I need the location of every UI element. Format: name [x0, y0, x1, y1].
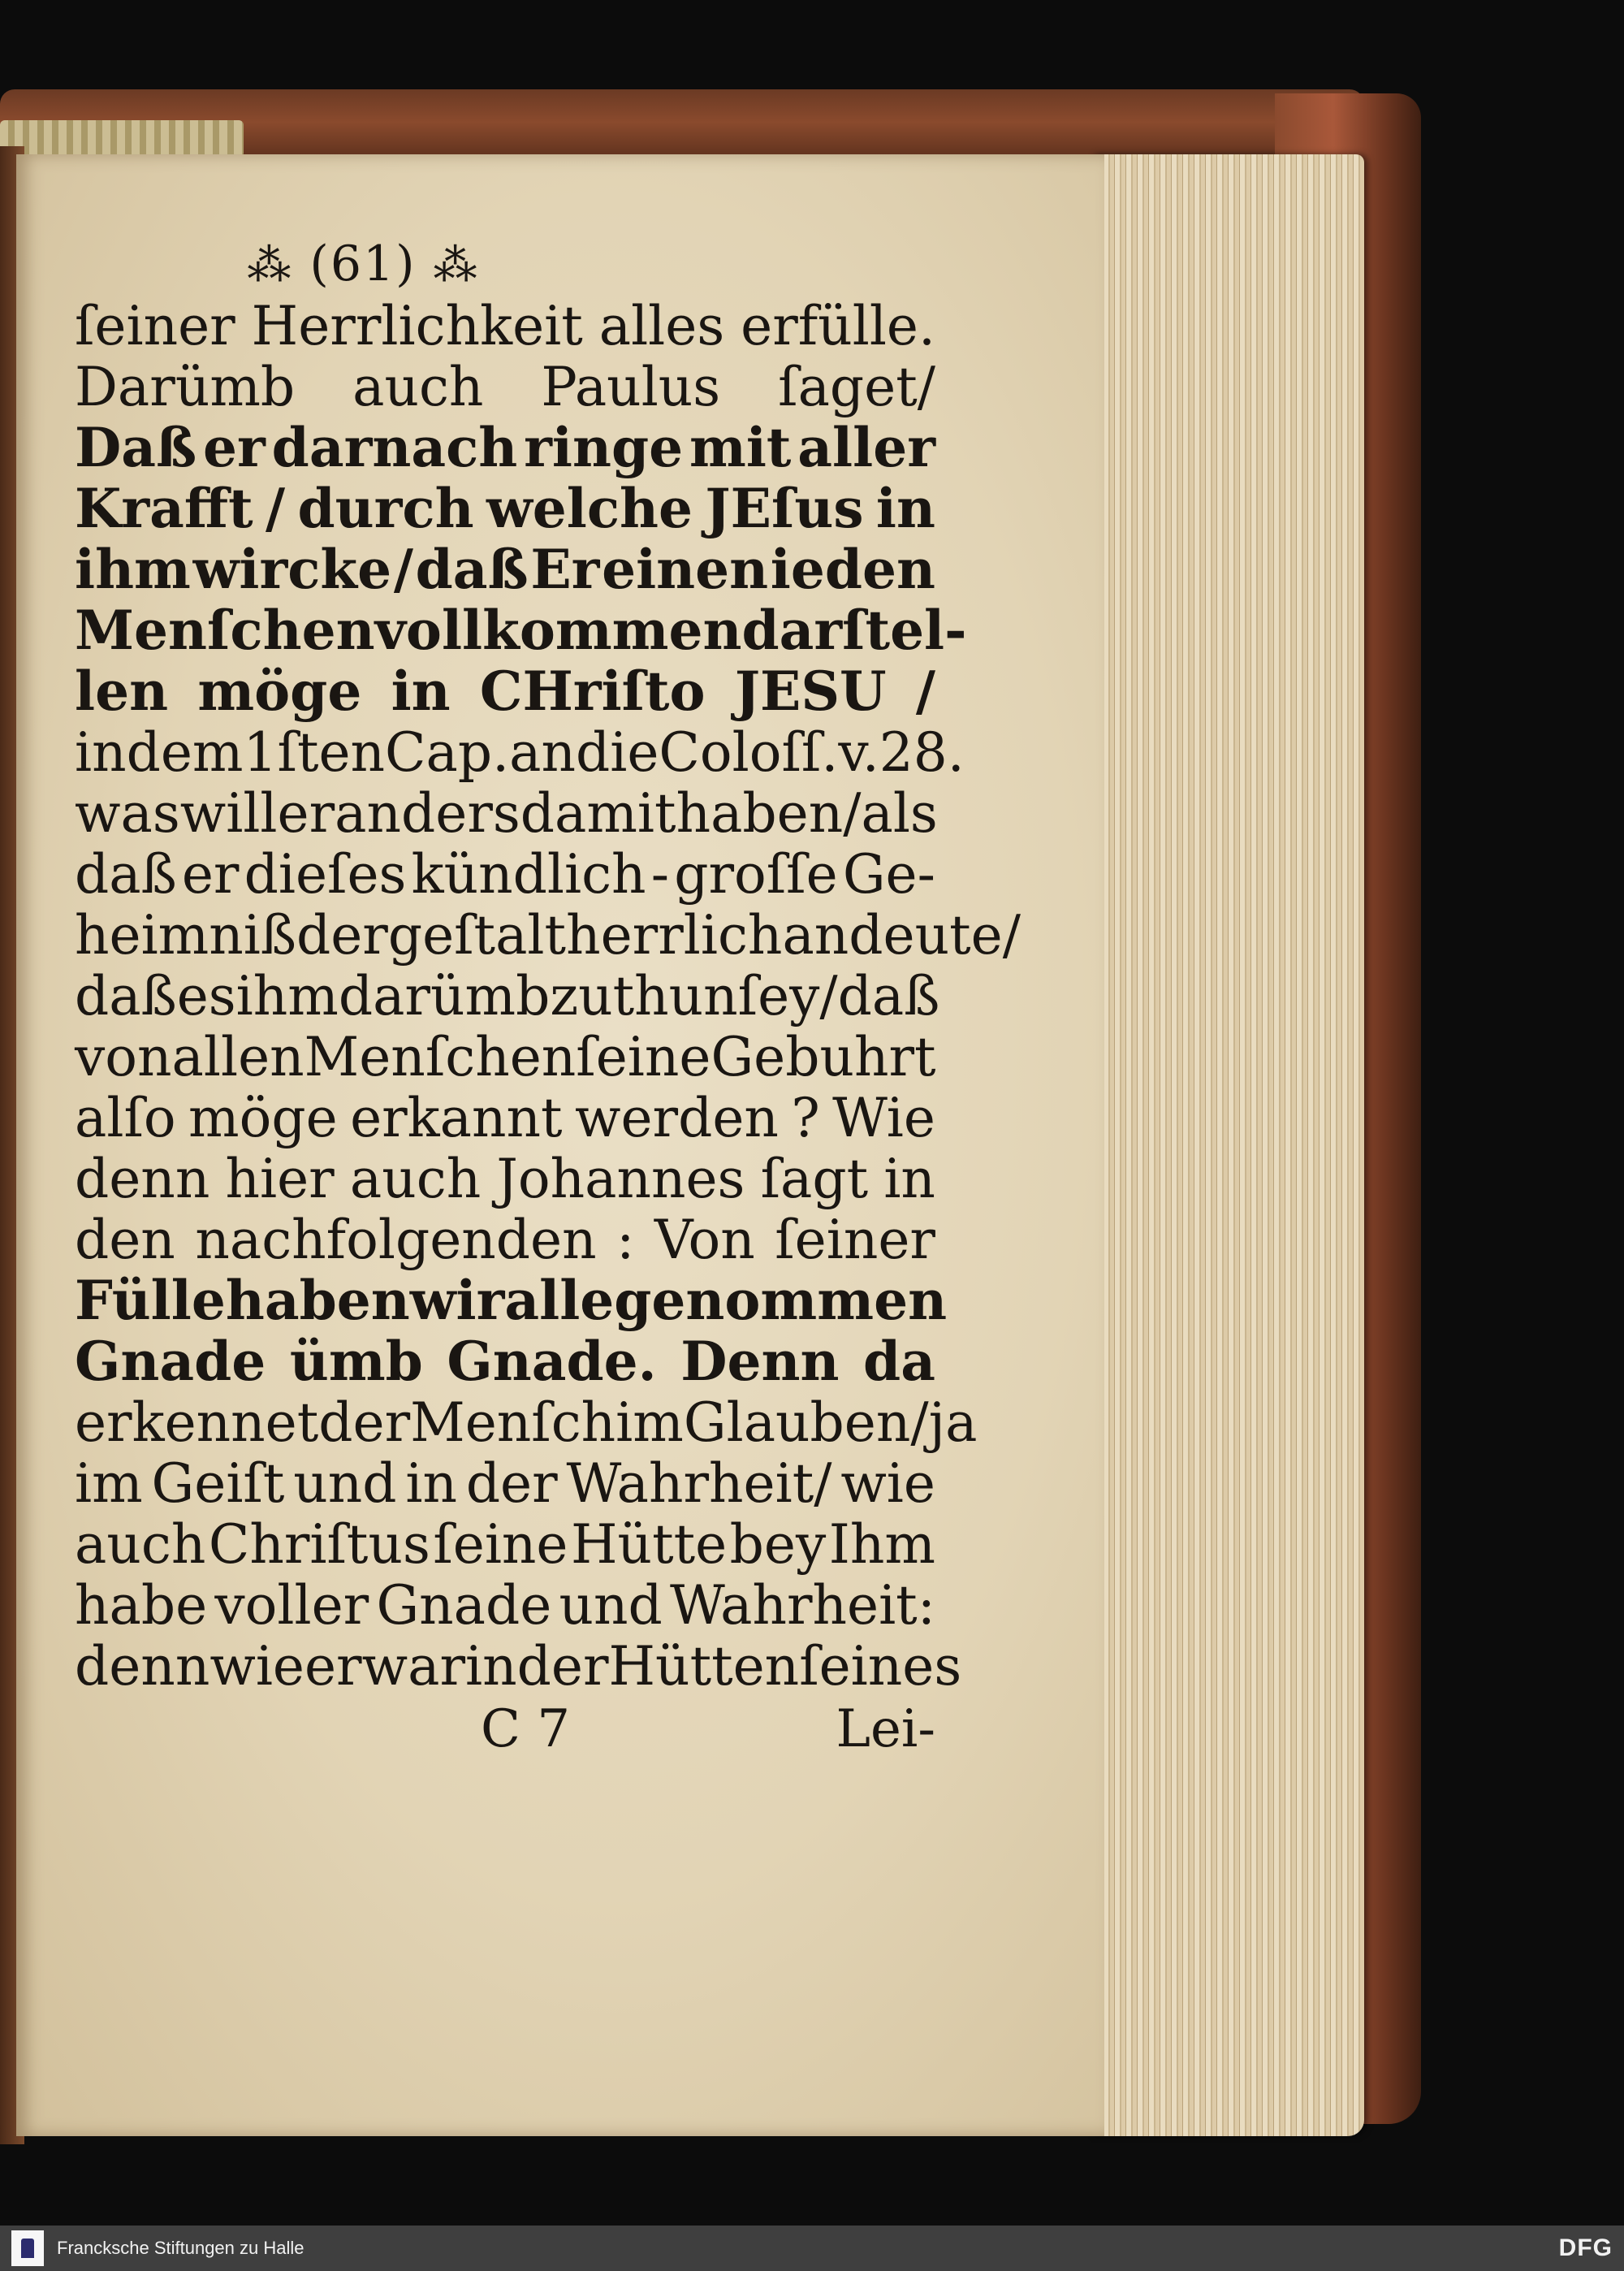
word: :	[616, 1209, 635, 1271]
word: in	[391, 660, 451, 723]
word: als	[861, 782, 938, 845]
word: Daß	[75, 416, 197, 479]
word: /	[393, 538, 413, 601]
page-number: (61)	[309, 236, 417, 292]
word: erfülle.	[741, 295, 935, 357]
header-ornament-right: ⁂	[433, 240, 479, 291]
word: ſeiner	[75, 295, 235, 357]
word: einen	[602, 538, 769, 601]
word: im	[615, 1391, 684, 1454]
institution-name: Francksche Stiftungen zu Halle	[57, 2238, 304, 2258]
word: Gnade.	[447, 1330, 657, 1393]
word: den	[75, 1209, 175, 1271]
word: genommen	[614, 1269, 948, 1332]
word: ümb	[289, 1330, 423, 1393]
word: allen	[171, 1026, 304, 1088]
text-line	[75, 1514, 935, 1575]
page-header	[0, 236, 935, 292]
text-line	[75, 1027, 935, 1088]
word: ſagt	[760, 1148, 869, 1210]
word: voller	[214, 1574, 369, 1637]
text-line	[75, 1331, 935, 1392]
word: erkennet	[75, 1391, 319, 1454]
word: alles	[598, 295, 725, 357]
word: darümb	[338, 965, 551, 1027]
word: /	[915, 660, 935, 723]
word: Cap.	[385, 721, 510, 784]
word: zu	[550, 965, 613, 1027]
word: Chriſtus	[208, 1513, 430, 1576]
word: Herrlichkeit	[251, 295, 583, 357]
word: ihm	[75, 538, 191, 601]
word: in	[75, 721, 127, 784]
text-line	[75, 904, 1021, 967]
word: damit	[520, 782, 676, 845]
word: der	[516, 1635, 609, 1698]
word: Johannes	[496, 1148, 745, 1210]
word: v.	[838, 721, 879, 784]
word: Glauben/	[683, 1391, 929, 1454]
word: ſaget/	[778, 356, 935, 418]
word: dem	[126, 721, 244, 784]
word: ihm	[235, 965, 339, 1027]
word: will	[179, 782, 278, 845]
word: bey	[729, 1513, 827, 1576]
word: möge	[188, 1087, 338, 1149]
word: alle	[504, 1269, 615, 1332]
word: welche	[486, 477, 693, 540]
text-line	[75, 661, 935, 722]
word: Wie	[832, 1087, 935, 1149]
word: Coloſſ.	[659, 721, 839, 784]
word: hier	[225, 1148, 335, 1210]
word: len	[75, 660, 169, 723]
text-line	[75, 1269, 948, 1332]
word: Menſchen	[304, 1026, 577, 1088]
word: andeute/	[782, 904, 1021, 967]
word: Hütten	[608, 1635, 800, 1698]
word: an	[509, 721, 576, 784]
word: Fülle	[75, 1269, 226, 1332]
word: nachfolgenden	[195, 1209, 597, 1271]
word: JESU	[734, 660, 887, 723]
word: Darümb	[75, 356, 296, 418]
word: was	[75, 782, 180, 845]
word: groſſe	[674, 843, 838, 906]
word: wie	[840, 1452, 935, 1515]
word: habe	[75, 1574, 208, 1637]
word: der	[318, 1391, 411, 1454]
word: ſey/	[737, 965, 838, 1027]
word: dieſes	[244, 843, 407, 906]
text-line	[75, 1453, 935, 1514]
text-line	[75, 1148, 935, 1209]
word: anders	[335, 782, 520, 845]
word: haben	[225, 1269, 410, 1332]
catchword: Lei-	[836, 1699, 935, 1759]
page-footer-line	[75, 1697, 935, 1762]
word: möge	[197, 660, 362, 723]
text-line	[75, 1391, 978, 1454]
word: wie	[209, 1635, 304, 1698]
text-line	[75, 782, 938, 845]
text-body	[75, 295, 1021, 1698]
word: der	[465, 1452, 558, 1515]
word: daß	[837, 965, 940, 1027]
word: war	[361, 1635, 466, 1698]
word: thun	[612, 965, 738, 1027]
word: er	[277, 782, 335, 845]
word: -	[650, 843, 670, 906]
word: denn	[75, 1148, 210, 1210]
word: Gebuhrt	[710, 1026, 936, 1088]
word: vollkommen	[374, 599, 742, 662]
word: Wahrheit/	[566, 1452, 832, 1515]
word: darnach	[271, 416, 518, 479]
word: ja	[928, 1391, 978, 1454]
book-page	[16, 154, 1104, 2136]
word: Ihm	[828, 1513, 935, 1576]
word: und	[559, 1574, 663, 1637]
word: erkannt	[350, 1087, 563, 1149]
word: in	[465, 1635, 517, 1698]
text-line	[75, 357, 935, 417]
word: Denn	[680, 1330, 840, 1393]
word: im	[75, 1452, 143, 1515]
word: heimniß	[75, 904, 296, 967]
word: ieden	[770, 538, 935, 601]
word: 28.	[879, 721, 965, 784]
word: Hütte	[571, 1513, 728, 1576]
word: Ge-	[842, 843, 935, 906]
word: die	[575, 721, 659, 784]
text-line	[75, 965, 940, 1027]
word: ſeiner	[775, 1209, 935, 1271]
word: kündlich	[411, 843, 646, 906]
institution-logo-icon	[11, 2230, 44, 2266]
word: 1ſten	[243, 721, 386, 784]
word: in	[405, 1452, 457, 1515]
text-line	[75, 844, 935, 905]
word: alſo	[75, 1087, 176, 1149]
word: ?	[791, 1087, 820, 1149]
word: darſtel-	[741, 599, 967, 662]
text-line	[75, 478, 935, 539]
word: werden	[574, 1087, 779, 1149]
word: daß	[415, 538, 529, 601]
word: Gnade	[376, 1574, 552, 1637]
text-line	[75, 721, 965, 784]
word: wir	[409, 1269, 505, 1332]
text-line	[75, 1209, 935, 1270]
word: aller	[797, 416, 935, 479]
word: in	[875, 477, 935, 540]
word: ſeine	[433, 1513, 568, 1576]
word: auch	[352, 356, 484, 418]
text-line	[75, 296, 935, 357]
word: Geiſt	[151, 1452, 285, 1515]
word: daß	[75, 965, 177, 1027]
word: haben/	[676, 782, 862, 845]
word: ſeines	[799, 1635, 962, 1698]
word: Gnade	[75, 1330, 266, 1393]
word: von	[75, 1026, 172, 1088]
word: er	[181, 843, 240, 906]
word: Von	[654, 1209, 755, 1271]
word: CHriſto	[479, 660, 706, 723]
word: da	[863, 1330, 935, 1393]
text-line	[75, 539, 935, 600]
text-line	[75, 599, 967, 662]
word: auch	[75, 1513, 206, 1576]
word: wircke	[192, 538, 392, 601]
word: Menſch	[410, 1391, 616, 1454]
word: durch	[297, 477, 474, 540]
word: Menſchen	[75, 599, 375, 662]
word: denn	[75, 1635, 210, 1698]
text-line	[75, 417, 935, 478]
word: in	[883, 1148, 935, 1210]
word: und	[293, 1452, 397, 1515]
word: er	[304, 1635, 362, 1698]
headband	[0, 120, 244, 158]
word: mit	[689, 416, 792, 479]
text-line	[75, 1088, 935, 1148]
word: dergeſtalt	[296, 904, 567, 967]
signature-mark: C 7	[481, 1699, 571, 1759]
word: Krafft	[75, 477, 253, 540]
word: /	[265, 477, 286, 540]
word: er	[203, 416, 266, 479]
text-line	[75, 1635, 962, 1698]
word: JEſus	[705, 477, 864, 540]
word: Wahrheit:	[670, 1574, 935, 1637]
header-ornament-left: ⁂	[247, 240, 293, 291]
word: ſeine	[576, 1026, 711, 1088]
word: es	[176, 965, 236, 1027]
word: herrlich	[566, 904, 783, 967]
word: auch	[349, 1148, 482, 1210]
word: Paulus	[541, 356, 721, 418]
text-line	[75, 1575, 935, 1636]
word: daß	[75, 843, 177, 906]
viewer-footer	[0, 2226, 1624, 2271]
page-text	[75, 236, 1021, 1762]
dfg-logo: DFG	[1558, 2234, 1613, 2261]
page-edges	[1092, 154, 1364, 2136]
word: ringe	[524, 416, 684, 479]
word: Er	[530, 538, 600, 601]
